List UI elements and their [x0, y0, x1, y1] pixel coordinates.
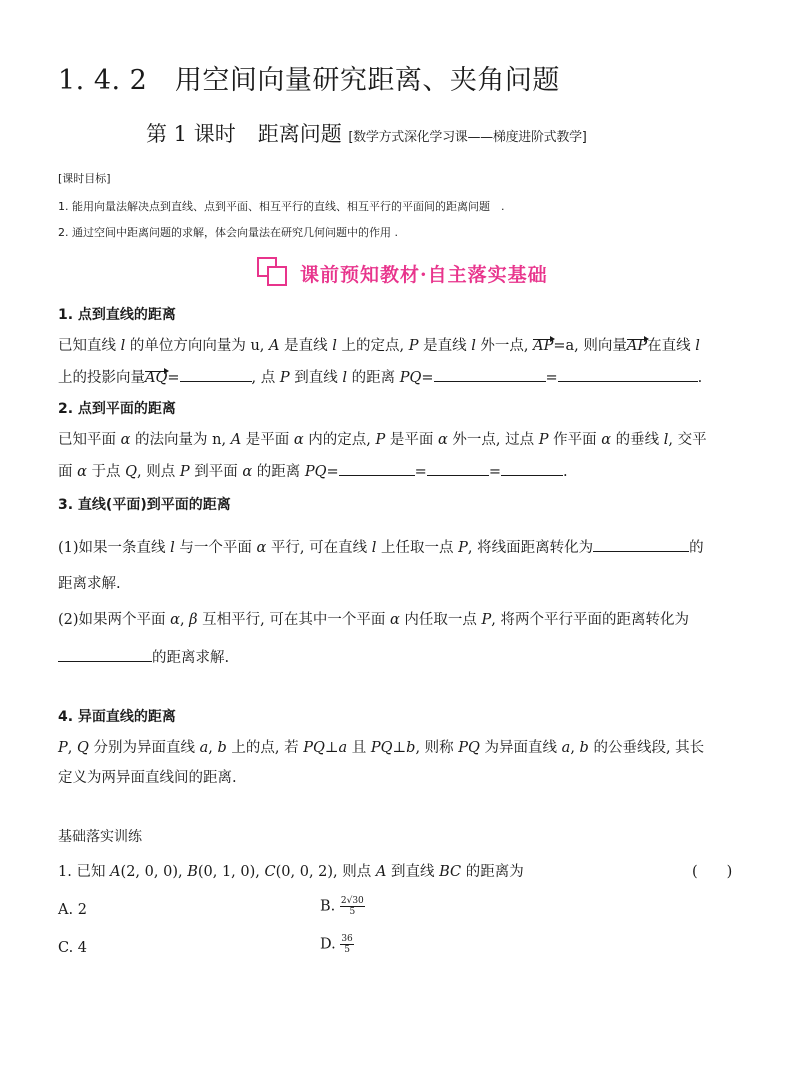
- var-beta: β: [189, 612, 198, 628]
- text: 的距离为: [461, 864, 524, 880]
- banner-text: 课前预知教材·自主落实基础: [300, 264, 548, 286]
- vector-AQ: AQ: [145, 370, 168, 386]
- text: 到直线: [289, 370, 343, 386]
- text: 内任取一点: [399, 612, 482, 628]
- var-P: P: [481, 612, 492, 628]
- var-P: P: [179, 464, 190, 480]
- answer-blank[interactable]: [339, 461, 415, 476]
- text: 分别为异面直线: [88, 740, 200, 756]
- vector-AP: AP: [626, 338, 648, 354]
- var-l: l: [332, 338, 337, 354]
- answer-blank[interactable]: [427, 461, 489, 476]
- var-BC: BC: [439, 864, 462, 880]
- text: 外一点,: [475, 338, 534, 354]
- var-alpha: α: [120, 432, 131, 448]
- var-P: P: [538, 432, 549, 448]
- text: ,: [179, 612, 190, 628]
- section-3-heading: 3. 直线(平面)到平面的距离: [58, 497, 231, 513]
- squares-icon: [256, 256, 290, 288]
- text: , 交平: [668, 432, 707, 448]
- var-A: A: [269, 338, 280, 354]
- text: 是平面: [241, 432, 294, 448]
- text: 的距离求解.: [152, 650, 230, 666]
- objective-item-2: 2. 通过空间中距离问题的求解，体会向量法在研究几何问题中的作用 .: [58, 226, 398, 239]
- var-PQ: PQ: [303, 740, 325, 756]
- text: 的距离: [252, 464, 305, 480]
- var-B: B: [187, 864, 198, 880]
- text: ,: [570, 740, 580, 756]
- var-P: P: [458, 540, 468, 556]
- var-alpha: α: [242, 464, 253, 480]
- var-l: l: [342, 370, 347, 386]
- var-PQ: PQ: [370, 740, 393, 756]
- section-2-heading: 2. 点到平面的距离: [58, 401, 176, 417]
- text: 的单位方向向量为 u,: [125, 338, 270, 354]
- var-alpha: α: [170, 612, 180, 628]
- text: 与一个平面: [174, 540, 257, 556]
- text: =: [326, 464, 339, 480]
- var-Q: Q: [125, 464, 138, 480]
- text: .: [697, 370, 703, 386]
- objectives-label: [课时目标]: [58, 172, 111, 185]
- var-P: P: [58, 740, 68, 756]
- var-A: A: [110, 864, 121, 880]
- answer-blank[interactable]: [558, 367, 698, 382]
- var-alpha: α: [438, 432, 448, 448]
- text: 在直线: [647, 338, 696, 354]
- var-Q: Q: [76, 740, 89, 756]
- var-P: P: [279, 370, 290, 386]
- var-b: b: [406, 740, 416, 756]
- text: 上任取一点: [376, 540, 459, 556]
- option-b[interactable]: [320, 896, 365, 917]
- text: ,: [67, 740, 77, 756]
- text: 上的投影向量: [58, 370, 145, 386]
- section-1-line-2: [58, 366, 702, 387]
- text: =: [167, 370, 180, 386]
- text: 且: [347, 740, 371, 756]
- option-d-label: D.: [320, 936, 341, 953]
- var-b: b: [217, 740, 227, 756]
- text: 是直线: [279, 338, 333, 354]
- option-a[interactable]: A. 2: [58, 902, 87, 918]
- section-2-line-2: [58, 460, 568, 481]
- var-alpha: α: [293, 432, 304, 448]
- text: 到平面: [189, 464, 243, 480]
- var-PQ: PQ: [458, 740, 480, 756]
- var-A: A: [230, 432, 242, 448]
- text: (1)如果一条直线: [58, 540, 171, 556]
- text: , 则称: [415, 740, 459, 756]
- text: ⊥: [392, 740, 407, 756]
- answer-paren[interactable]: ( ): [692, 864, 733, 880]
- section-1-heading: 1. 点到直线的距离: [58, 307, 176, 323]
- answer-blank[interactable]: [180, 367, 252, 382]
- option-d[interactable]: [320, 934, 354, 955]
- var-PQ: PQ: [399, 370, 422, 386]
- text: ⊥: [324, 740, 339, 756]
- section-4-line-1: [58, 736, 704, 757]
- var-l: l: [695, 338, 700, 354]
- lesson-number: 第 1 课时: [146, 122, 236, 146]
- var-alpha: α: [256, 540, 267, 556]
- text: 已知平面: [58, 432, 121, 448]
- var-P: P: [375, 432, 386, 448]
- lesson-subtitle: [146, 118, 587, 148]
- option-c[interactable]: C. 4: [58, 940, 88, 956]
- var-b: b: [579, 740, 589, 756]
- text: 是直线: [418, 338, 472, 354]
- option-d-fraction: [340, 934, 353, 955]
- text: (2)如果两个平面: [58, 612, 171, 628]
- section-1-line-1: [58, 334, 700, 355]
- text: 上的点, 若: [226, 740, 304, 756]
- section-2-line-1: [58, 428, 707, 449]
- text: 平行, 可在直线: [266, 540, 372, 556]
- text: (0, 0, 2), 则点: [275, 864, 376, 880]
- lesson-note: [数学方式深化学习课——梯度进阶式教学]: [348, 130, 587, 145]
- text: 的距离: [346, 370, 400, 386]
- text: 上的定点,: [336, 338, 409, 354]
- section-banner: [256, 256, 546, 290]
- text: 的垂线: [611, 432, 664, 448]
- text: =: [488, 464, 501, 480]
- text: , 点: [251, 370, 280, 386]
- section-3-para-1-cont: 距离求解.: [58, 576, 121, 592]
- practice-heading: 基础落实训练: [58, 829, 142, 845]
- text: =a, 则向量: [553, 338, 627, 354]
- text: 内的定点,: [303, 432, 376, 448]
- fraction-denominator: 5: [349, 907, 356, 917]
- text: 到直线: [386, 864, 440, 880]
- text: (0, 1, 0),: [197, 864, 265, 880]
- text: 互相平行, 可在其中一个平面: [197, 612, 390, 628]
- text: , 则点: [137, 464, 180, 480]
- text: 已知直线: [58, 338, 121, 354]
- text: 1. 已知: [58, 864, 111, 880]
- answer-blank[interactable]: [58, 647, 152, 662]
- page-title: 1. 4. 2 用空间向量研究距离、夹角问题: [58, 65, 560, 96]
- var-l: l: [120, 338, 126, 354]
- text: 于点: [86, 464, 126, 480]
- text: 为异面直线: [479, 740, 562, 756]
- var-C: C: [264, 864, 276, 880]
- text: 外一点, 过点: [447, 432, 539, 448]
- text: (2, 0, 0),: [120, 864, 188, 880]
- text: 的: [689, 540, 704, 556]
- text: , 将两个平行平面的距离转化为: [491, 612, 689, 628]
- fraction-denominator: 5: [344, 945, 350, 955]
- var-P: P: [408, 338, 419, 354]
- text: 的公垂线段, 其长: [588, 740, 705, 756]
- fraction-numerator: 36: [341, 934, 353, 944]
- var-alpha: α: [390, 612, 400, 628]
- question-1-stem: [58, 860, 524, 881]
- text: 面: [58, 464, 78, 480]
- text: , 将线面距离转化为: [467, 540, 594, 556]
- option-b-label: B.: [320, 898, 340, 915]
- var-l: l: [471, 338, 476, 354]
- var-alpha: α: [601, 432, 612, 448]
- objective-item-1: 1. 能用向量法解决点到直线、点到平面、相互平行的直线、相互平行的平面间的距离问题 .: [58, 200, 505, 213]
- answer-blank[interactable]: [593, 537, 689, 552]
- var-l: l: [663, 432, 669, 448]
- section-4-heading: 4. 异面直线的距离: [58, 709, 176, 725]
- text: =: [421, 370, 434, 386]
- text: 作平面: [548, 432, 602, 448]
- text: 的法向量为 n,: [130, 432, 231, 448]
- text: =: [545, 370, 558, 386]
- lesson-topic: 距离问题: [257, 122, 342, 146]
- section-3-para-2-cont: [58, 646, 229, 667]
- var-l: l: [170, 540, 175, 556]
- vector-AP: AP: [533, 338, 554, 354]
- text: =: [414, 464, 427, 480]
- var-a: a: [338, 740, 348, 756]
- section-4-line-2: 定义为两异面直线间的距离.: [58, 770, 237, 786]
- section-3-para-1: [58, 536, 704, 557]
- answer-blank[interactable]: [434, 367, 546, 382]
- var-a: a: [199, 740, 209, 756]
- fraction-numerator: 2√30: [340, 896, 364, 906]
- text: 是平面: [385, 432, 438, 448]
- section-3-para-2: [58, 608, 689, 629]
- answer-blank[interactable]: [501, 461, 563, 476]
- text: ,: [208, 740, 218, 756]
- var-alpha: α: [77, 464, 87, 480]
- var-A: A: [375, 864, 387, 880]
- option-b-fraction: [340, 896, 365, 917]
- var-a: a: [561, 740, 571, 756]
- var-PQ: PQ: [304, 464, 327, 480]
- text: .: [562, 464, 568, 480]
- var-l: l: [371, 540, 377, 556]
